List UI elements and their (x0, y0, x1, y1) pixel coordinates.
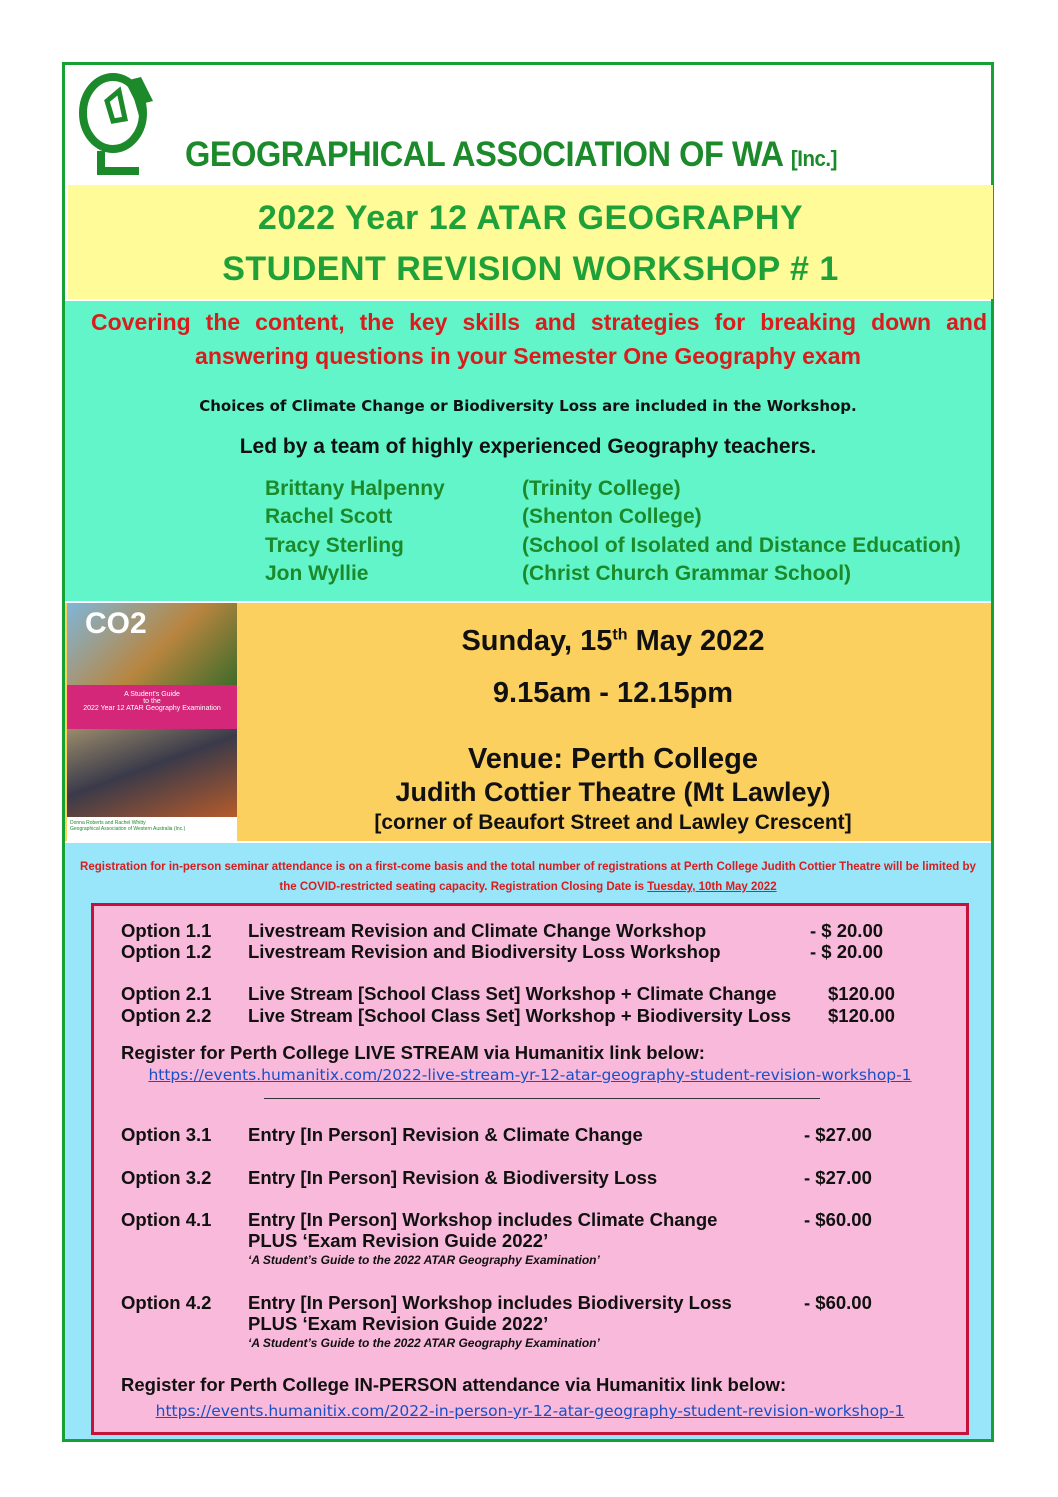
cover-line-1: Covering the content, the key skills and strategies for breaking down and (91, 309, 987, 335)
title-line-1: 2022 Year 12 ATAR GEOGRAPHY (257, 199, 804, 237)
closing-date: Tuesday, 10th May 2022 (647, 881, 777, 893)
title-line-2: STUDENT REVISION WORKSHOP # 1 (222, 250, 839, 288)
option-price: $120.00 (828, 983, 895, 1004)
option-description: Entry [In Person] Workshop includes Biodiversity Loss (248, 1292, 732, 1313)
event-date: Sunday, 15th May 2022 (461, 625, 765, 657)
option-description: Livestream Revision and Climate Change Workshop (248, 920, 707, 941)
option-label: Option 2.2 (121, 1005, 212, 1026)
option-subtitle: ‘A Student’s Guide to the 2022 ATAR Geography Examination’ (248, 1336, 600, 1350)
option-label: Option 1.1 (121, 920, 212, 941)
event-time: 9.15am - 12.15pm (492, 677, 734, 709)
option-label: Option 2.1 (121, 983, 212, 1004)
intro-section (65, 301, 991, 601)
team-member: Jon Wyllie (Christ Church Grammar School) (265, 562, 852, 585)
event-section (65, 603, 991, 841)
option-description: Entry [In Person] Revision & Biodiversity Loss (248, 1167, 658, 1188)
divider (264, 1098, 820, 1099)
team-member: Brittany Halpenny (Trinity College) (265, 477, 681, 500)
event-theatre: Judith Cottier Theatre (Mt Lawley) (395, 777, 831, 807)
option-price: - $60.00 (804, 1292, 872, 1313)
option-label: Option 4.2 (121, 1292, 212, 1313)
option-price: - $ 20.00 (810, 920, 884, 941)
inperson-register-text: Register for Perth College IN-PERSON attendance via Humanitix link below: (121, 1374, 787, 1395)
header (65, 65, 991, 185)
option-price: - $27.00 (804, 1124, 872, 1145)
cover-line-2: answering questions in your Semester One Geography exam (195, 343, 861, 369)
option-description-line-2: PLUS ‘Exam Revision Guide 2022’ (248, 1230, 549, 1251)
flyer-frame (62, 62, 994, 1442)
event-address: [corner of Beaufort Street and Lawley Crescent] (374, 811, 852, 834)
title-banner (68, 185, 993, 299)
option-label: Option 3.2 (121, 1167, 212, 1188)
option-label: Option 1.2 (121, 941, 212, 962)
led-by-text: Led by a team of highly experienced Geography teachers. (239, 435, 817, 458)
team-member: Tracy Sterling (School of Isolated and Distance Education) (265, 534, 961, 557)
livestream-link[interactable]: https://events.humanitix.com/2022-live-stream-yr-12-atar-geography-student-revision-workshop-1 (148, 1066, 912, 1084)
option-price: - $ 20.00 (810, 941, 884, 962)
option-description: Live Stream [School Class Set] Workshop + Climate Change (248, 983, 777, 1004)
gawa-logo-icon (79, 71, 161, 179)
book-cover-image: CO2 A Student's Guide to the 2022 Year 12 ATAR Geography Examination Donna Roberts and Rachel Whitty Geographical Association of Western Australia (Inc.) (67, 603, 237, 841)
registration-note: Registration for in-person seminar attendance is on a first-come basis and the total number of registrations at Perth College Judith Cottier Theatre will be limited by the COVID-restricted seating capacity. Registration Closing Date is Tuesday, 10th May 2022 (80, 861, 976, 893)
option-subtitle: ‘A Student’s Guide to the 2022 ATAR Geography Examination’ (248, 1253, 600, 1267)
livestream-register-text: Register for Perth College LIVE STREAM via Humanitix link below: (121, 1042, 705, 1063)
organization-name: GEOGRAPHICAL ASSOCIATION OF WA [Inc.] (185, 135, 837, 174)
option-price: - $60.00 (804, 1209, 872, 1230)
options-box (91, 903, 969, 1435)
option-price: $120.00 (828, 1005, 895, 1026)
option-label: Option 4.1 (121, 1209, 212, 1230)
inperson-link[interactable]: https://events.humanitix.com/2022-in-person-yr-12-atar-geography-student-revision-workshop-1 (155, 1402, 905, 1420)
registration-section (65, 843, 991, 1439)
choices-text: Choices of Climate Change or Biodiversity Loss are included in the Workshop. (199, 397, 857, 415)
option-description: Live Stream [School Class Set] Workshop + Biodiversity Loss (248, 1005, 791, 1026)
option-description-line-2: PLUS ‘Exam Revision Guide 2022’ (248, 1313, 549, 1334)
option-label: Option 3.1 (121, 1124, 212, 1145)
option-price: - $27.00 (804, 1167, 872, 1188)
team-member: Rachel Scott (Shenton College) (265, 505, 702, 528)
option-description: Livestream Revision and Biodiversity Loss Workshop (248, 941, 721, 962)
option-description: Entry [In Person] Revision & Climate Change (248, 1124, 643, 1145)
event-venue: Venue: Perth College (467, 743, 759, 775)
option-description: Entry [In Person] Workshop includes Climate Change (248, 1209, 718, 1230)
